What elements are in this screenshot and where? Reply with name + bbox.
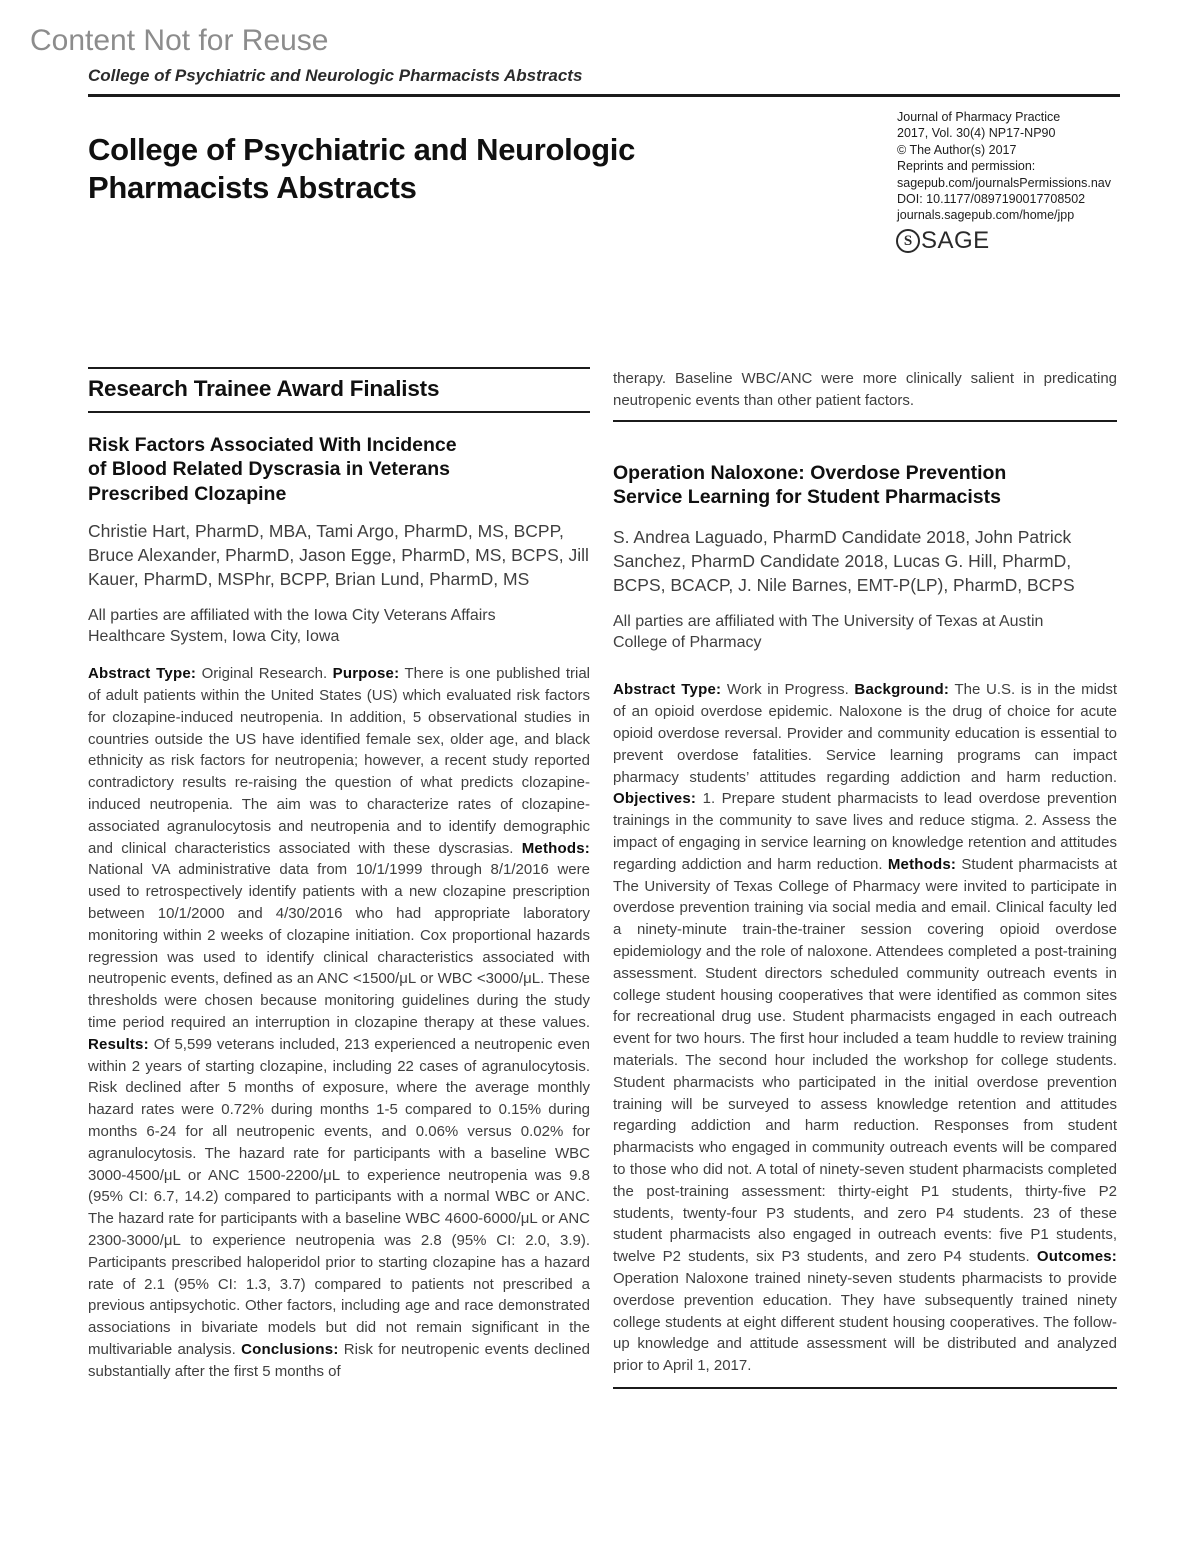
permissions-url: sagepub.com/journalsPermissions.nav [897,175,1111,190]
abstract1-title-line-3: Prescribed Clozapine [88,482,287,505]
sage-logo [896,227,990,255]
copyright-line: © The Author(s) 2017 [897,142,1017,157]
abstract2-title [613,461,1117,510]
abstract2-affiliation: All parties are affiliated with The University of Texas at Austin College of Pharmacy [613,613,1044,652]
abstract1-title-line-1: Risk Factors Associated With Incidence [88,434,457,456]
sage-s-icon: S [896,229,920,253]
journal-name: Journal of Pharmacy Practice [897,110,1061,124]
left-column [88,363,590,1383]
page-title-line-2: Pharmacists Abstracts [88,170,417,206]
abstract1-title [88,433,558,506]
header-rule [88,94,1120,97]
doi-line: DOI: 10.1177/0897190017708502 [897,192,1086,207]
abstract1-affiliation: All parties are affiliated with the Iowa City Veterans Affairs Healthcare System, Iowa City, Iowa [88,607,496,646]
section-heading: Research Trainee Award Finalists [88,367,590,413]
abstract2-end-rule [613,1387,1117,1389]
abstract1-continuation: therapy. Baseline WBC/ANC were more clinically salient in predicating neutropenic events than other patient factors. [613,370,1117,409]
abstract2-title-line-2: Service Learning for Student Pharmacists [613,486,1001,508]
sage-logo-text: SAGE [921,227,990,254]
column-divider-rule [613,420,1117,422]
watermark-text: Content Not for Reuse [30,24,329,57]
abstract2-title-line-1: Operation Naloxone: Overdose Prevention [613,461,1007,484]
page-title [88,131,848,208]
journal-url: journals.sagepub.com/home/jpp [897,208,1075,223]
abstract1-title-line-2: of Blood Related Dyscrasia in Veterans [88,458,450,481]
journal-info-block [897,109,1111,224]
abstract2-authors: S. Andrea Laguado, PharmD Candidate 2018, John Patrick Sanchez, PharmD Candidate 2018, Lucas G. Hill, PharmD, BCPS, BCACP, J. Nile Barnes, EMT-P(LP), PharmD, BCPS [613,527,1075,596]
page-title-line-1: College of Psychiatric and Neurologic [88,132,636,167]
reprints-line: Reprints and permission: [897,159,1036,174]
abstract2-body: Abstract Type: Work in Progress. Background: The U.S. is in the midst of an opioid overdose epidemic. Naloxone is the drug of choice for acute opioid overdose reversal. Provider and community education is essential to prevent overdose fatalities. Service learning programs can impact pharmacy students’ attitudes regarding addiction and harm reduction. Objectives: 1. Prepare student pharmacists to lead overdose prevention trainings in the community to save lives and reduce stigma. 2. Assess the impact of engaging in service learning on knowledge retention and attitudes regarding addiction and harm reduction. Methods: Student pharmacists at The University of Texas College of Pharmacy were invited to participate in overdose prevention training via social media and email. Clinical faculty led a ninety-minute train-the-trainer session covering opioid overdose epidemiology and the role of naloxone. Attendees completed a post-training assessment. Student directors scheduled community outreach events in college student housing cooperatives that were identified as common sites for recreational drug use. Student pharmacists engaged in each outreach event for two hours. The first hour included a team huddle to review training materials. The second hour included the workshop for college students. Student pharmacists who participated in the initial overdose prevention training will be surveyed to assess knowledge retention and attitudes regarding addiction and harm reduction. Responses from student pharmacists who engaged in community outreach events will be compared to those who did not. A total of ninety-seven student pharmacists completed the post-training assessment: thirty-eight P1 students, thirty-five P2 students, twenty-four P3 students, and zero P4 students. 23 of these student pharmacists also engaged in outreach events: five P1 students, twelve P2 students, six P3 students, and zero P4 students. Outcomes: Operation Naloxone trained ninety-seven students pharmacists to provide overdose prevention education. They have subsequently trained ninety college students at eight different student housing cooperatives. The follow-up knowledge and attitude assessment will be distributed and analyzed prior to April 1, 2017. [613,681,1117,1375]
running-head: College of Psychiatric and Neurologic Pharmacists Abstracts [88,66,583,85]
journal-volume: 2017, Vol. 30(4) NP17-NP90 [897,126,1056,141]
abstract1-authors: Christie Hart, PharmD, MBA, Tami Argo, PharmD, MS, BCPP, Bruce Alexander, PharmD, Jason Egge, PharmD, MS, BCPS, Jill Kauer, PharmD, MSPhr, BCPP, Brian Lund, PharmD, MS [88,521,589,590]
abstract1-body: Abstract Type: Original Research. Purpose: There is one published trial of adult patients within the United States (US) which evaluated risk factors for clozapine-induced neutropenia. In addition, 5 observational studies in countries outside the US have identified female sex, older age, and black ethnicity as risk factors for neutropenia; however, a recent study reported contradictory results re-raising the question of what predicts clozapine-induced neutropenia. The aim was to characterize rates of clozapine-associated agranulocytosis and neutropenia and to identify demographic and clinical characteristics associated with these dyscrasias. Methods: National VA administrative data from 10/1/1999 through 8/1/2016 were used to retrospectively identify patients with a new clozapine prescription between 10/1/2000 and 4/30/2016 who had appropriate laboratory monitoring within 2 weeks of clozapine initiation. Cox proportional hazards regression was used to identify clinical characteristics associated with neutropenic events, defined as an ANC <1500/μL or WBC <3000/μL. These thresholds were chosen because monitoring guidelines during the study time period required an interruption in clozapine therapy at these values. Results: Of 5,599 veterans included, 213 experienced a neutropenic even within 2 years of starting clozapine, including 22 cases of agranulocytosis. Risk declined after 5 months of exposure, where the average monthly hazard rates were 0.72% during months 1-5 compared to 0.15% during months 6-24 for all neutropenic events, and 0.06% versus 0.02% for agranulocytosis. The hazard rate for participants with a baseline WBC 3000-4500/μL or ANC 1500-2200/μL to experience neutropenia was 9.8 (95% CI: 6.7, 14.2) compared to participants with a normal WBC or ANC. The hazard rate for participants with a baseline WBC 4600-6000/μL or ANC 2300-3000/μL to experience neutropenia was 2.8 (95% CI: 2.0, 3.9). Participants prescribed haloperidol prior to starting clozapine has a hazard rate of 2.1 (95% CI: 1.3, 3.7) compared to patients not prescribed a previous antipsychotic. Other factors, including age and race demonstrated associations in bivariate models but did not remain significant in the multivariable analysis. Conclusions: Risk for neutropenic events declined substantially after the first 5 months of [88,665,590,1380]
right-column [613,363,1117,1389]
